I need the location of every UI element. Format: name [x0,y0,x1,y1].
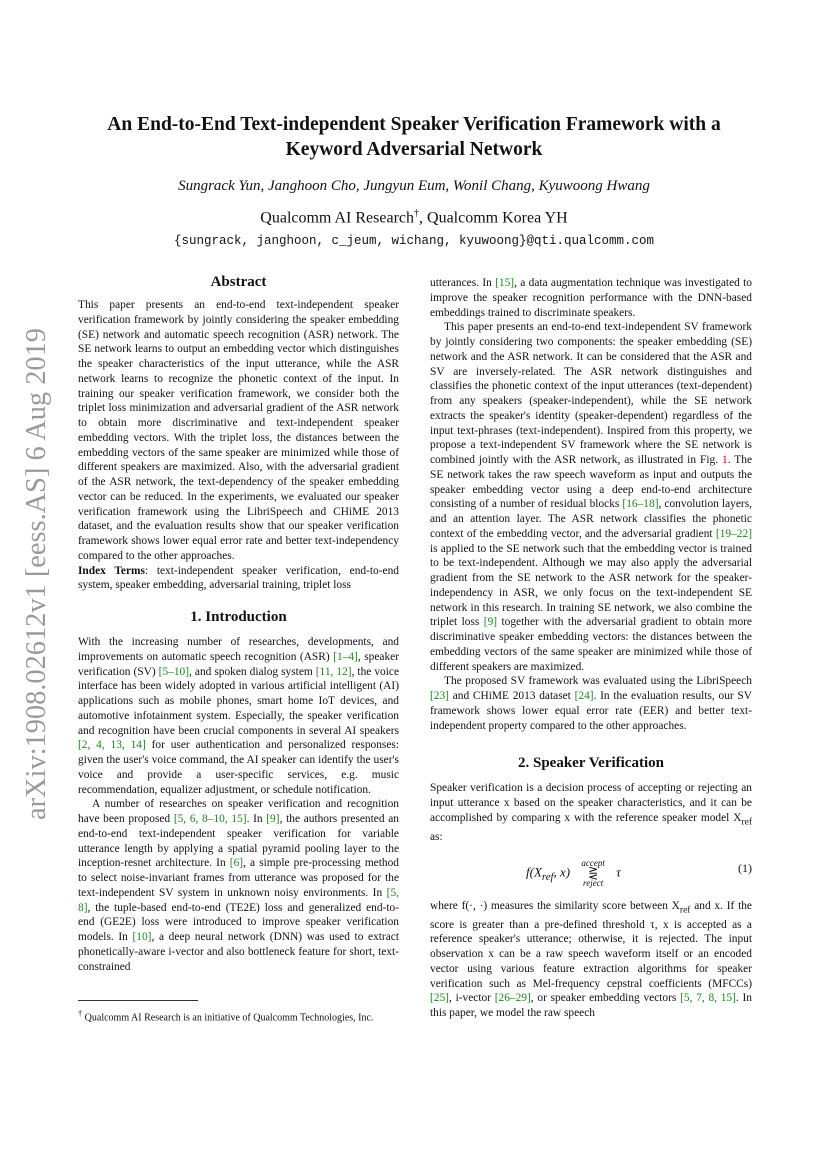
citation-link[interactable]: [26–29] [494,992,531,1005]
citation-link[interactable]: [5, 7, 8, 15] [680,992,736,1005]
equation-rhs: τ [616,864,621,880]
decision-operator [581,859,604,888]
sv-p2-subscript: ref [679,904,691,915]
citation-link[interactable]: [23] [430,690,449,702]
index-terms-label: Index Terms [78,564,145,577]
footnote-mark: † [78,1009,83,1018]
operator-symbol: ⋛ [588,865,599,880]
equation-number: (1) [738,860,752,875]
paper-title [90,112,738,162]
intro-p2-text-f: , a deep neural network (DNN) was used to extract phonetically-aware i-vector and also bottleneck feature for short, text-constrained [78,931,399,973]
operator-reject: reject [583,877,604,888]
author-emails: {sungrack, janghoon, c_jeum, wichang, kyuwoong}@qti.qualcomm.com [173,234,655,248]
left-column [78,272,399,974]
citation-link[interactable]: [2, 4, 13, 14] [78,739,146,752]
affiliation-dagger: † [414,208,420,219]
intro-p3-text-b: , a data augmentation technique was investigated to improve the speaker recognition performance with the DNN-based embeddings trained to discriminate speakers. [430,277,753,319]
sv-p2-text-b: and x. If the score is greater than a pre-defined threshold τ, x is accepted as a reference speaker's utterance; otherwise, it is rejected. The input observation x can be a raw speech waveform itself or an encoded vector using various feature extraction algorithms for speaker verification such as Mel-frequency cepstral coefficients (MFCCs) [430,899,752,990]
equation-lhs-end: , x) [553,864,571,880]
intro-p1-text-c: , and spoken dialog system [189,665,316,678]
citation-link[interactable]: [6] [229,857,244,870]
affiliation-secondary: , Qualcomm Korea YH [419,209,568,227]
speaker-verification-heading: 2. Speaker Verification [518,755,664,772]
abstract-text: This paper presents an end-to-end text-independent speaker verification framework by jointly considering the speaker embedding (SE) network and automatic speech recognition (ASR) network. The SE network learns to output an embedding vector which distinguishes the speaker characteristics of the input utterance, while the ASR network learns to recognize the phonetic context of the input. In training our speaker verification framework, we consider both the triplet loss minimization and adversarial gradient of the ASR network to obtain more discriminative and text-independent speaker embedding vectors. With the triplet loss, the distances between the embedding vectors of the same speaker are minimized while those of different speakers are maximized. Also, with the adversarial gradient of the ASR network, the text-dependency of the speaker embedding vector can be reduced. In the experiments, we evaluated our speaker verification framework using the LibriSpeech and CHiME 2013 dataset, and the evaluation results show that our speaker verification framework shows lower equal error rate and better text-independency compared to the other approaches. [78,299,399,562]
sv-paragraph-2 [430,899,752,1021]
equation-body [526,859,621,888]
citation-link[interactable]: [9] [266,813,280,825]
intro-p4-text-a: This paper presents an end-to-end text-independent SV framework by jointly considering two components: the speaker embedding (SE) network and the ASR network. It can be considered that the ASR and SV are inversely-related. The ASR network distinguishes and classifies the phonetic context of the input utterances (text-dependent) from any speakers (speaker-independent), while the SE network extracts the speaker's identity (speaker-dependent) regardless of the input text-phrases (text-independent). Inspired from this property, we propose a text-independent SV framework where the SE network is combined jointly with the ASR network, as illustrated in Fig. [430,321,752,466]
equation-lhs-subscript: ref [541,870,554,883]
citation-link[interactable]: [25] [430,992,449,1005]
intro-p5-text-a: The proposed SV framework was evaluated using the LibriSpeech [444,675,752,688]
sv-p2-text-a: where f(·, ·) measures the similarity score between X [430,899,680,912]
sv-p2-text-c: , i-vector [448,992,495,1005]
equation-lhs: f(X [526,864,542,880]
sv-p2-text-e: . In this paper, we model the raw speech [430,992,752,1020]
intro-p2-text-e: , the tuple-based end-to-end (TE2E) loss and generalized end-to-end (GE2E) loss were introduced to improve speaker verification models. In [78,901,399,943]
operator-accept: accept [581,857,605,868]
citation-link[interactable]: [24] [574,690,594,702]
citation-link[interactable]: [1–4] [333,650,358,663]
citation-link[interactable]: [19–22] [715,527,752,540]
intro-paragraph-3 [430,276,752,320]
citation-link[interactable]: [15] [495,277,515,289]
sv-p2-text-d: , or speaker embedding vectors [530,992,681,1005]
affiliation [80,208,748,227]
arxiv-sidebar-graphic [14,322,58,822]
intro-p5-text-c: . In the evaluation results, our SV framework shows lower equal error rate (EER) and better text-independent property compared to the other approaches. [430,690,752,732]
equation-1 [430,851,752,891]
arxiv-sidebar[interactable] [14,322,58,822]
introduction-heading: 1. Introduction [190,609,287,625]
intro-p1-text-e: for user authentication and personalized responses: given the user's voice command, the AI speaker can identify the user's voice and provide a user-specific services, e.g. music recommendation, equalizer adjustment, or schedule notification. [78,739,399,796]
index-terms [78,564,399,594]
intro-p3-text-a: utterances. In [430,277,496,289]
footnote-rule [78,1000,198,1001]
sv-paragraph-1 [430,781,752,844]
sv-p1-text: Speaker verification is a decision process of accepting or rejecting an input utterance x based on the speaker characteristics, and it can be accomplished by comparing x with the reference speaker model X [430,782,752,824]
intro-p1-text-b: , speaker verification (SV) [78,650,400,678]
figure-link[interactable]: 1 [722,454,728,466]
author-list: Sungrack Yun, Janghoon Cho, Jungyun Eum, Wonil Chang, Kyuwoong Hwang [178,178,650,194]
citation-link[interactable]: [5, 6, 8–10, 15] [173,813,247,825]
arxiv-id[interactable]: arXiv:1908.02612v1 [eess.AS] 6 Aug 2019 [20,322,52,820]
intro-paragraph-5 [430,674,752,733]
intro-p4-text-c: , convolution layers, and an attention layer. The ASR network classifies the phonetic context of the embedding vector, and the adversarial gradient [430,498,752,540]
right-column [430,276,752,1021]
sv-p1-end: as: [430,830,443,843]
intro-paragraph-2 [78,797,399,974]
intro-p1-text-a: With the increasing number of researches, developments, and improvements on automatic speech recognition (ASR) [78,636,399,663]
affiliation-main: Qualcomm AI Research [260,209,415,227]
intro-p4-text-e: together with the adversarial gradient to obtain more discriminative speaker embedding vectors: the distances between the embedding vectors of the same speaker are minimized while those of different speakers are maximized. [430,616,752,673]
paper-title-line-1: An End-to-End Text-independent Speaker Verification Framework with a [107,114,721,135]
paper-title-line-2: Keyword Adversarial Network [285,139,543,160]
citation-link[interactable]: [16–18] [622,498,659,511]
intro-p2-text-a: A number of researches on speaker verification and recognition have been proposed [78,798,399,825]
citation-link[interactable]: [10] [132,931,152,943]
abstract-heading: Abstract [210,274,267,290]
index-terms-text: : text-independent speaker verification, end-to-end system, speaker embedding, adversarial training, triplet loss [78,564,399,592]
intro-p4-text-b: . The SE network takes the raw speech waveform as input and outputs the speaker embedding vector using a deep end-to-end architecture consisting of a number of residual blocks [430,454,753,511]
footnote [78,1000,399,1024]
intro-p2-text-c: , the authors presented an end-to-end text-independent speaker verification for variable utterance length by applying a spatial pyramid pooling layer to the inception-resnet architecture. In [78,813,399,870]
sv-p1-subscript: ref [741,817,752,828]
intro-paragraph-1 [78,635,399,797]
footnote-text: Qualcomm AI Research is an initiative of Qualcomm Technologies, Inc. [82,1012,374,1024]
citation-link[interactable]: [5–10] [158,665,190,678]
intro-p5-text-b: and CHiME 2013 dataset [448,690,575,702]
citation-link[interactable]: [11, 12] [315,665,352,678]
intro-p4-text-d: is applied to the SE network such that the embedding vector is trained to be text-independent. Although we may also apply the adversarial gradient from the SE network to the ASR network for the speaker-independency in ASR, we only focus on the text-independent SE network in this research. In training SE network, we also combine the triplet loss [430,542,752,629]
intro-p2-text-b: . In [246,813,267,825]
citation-link[interactable]: [5, 8] [78,886,399,914]
intro-p1-text-d: , the voice interface has been widely adopted in various artificial intelligent (AI) applications such as mobile phones, smart home IoT devices, and automotive infotainment system. Especially, the speaker verification and recognition have been crucial components in several AI speakers [78,665,400,737]
citation-link[interactable]: [9] [483,616,498,629]
intro-paragraph-4 [430,320,752,674]
intro-p2-text-d: , a simple pre-processing method to select noise-invariant frames from utterance was proposed for the text-independent SV system in unknown noisy environments. In [78,857,399,899]
